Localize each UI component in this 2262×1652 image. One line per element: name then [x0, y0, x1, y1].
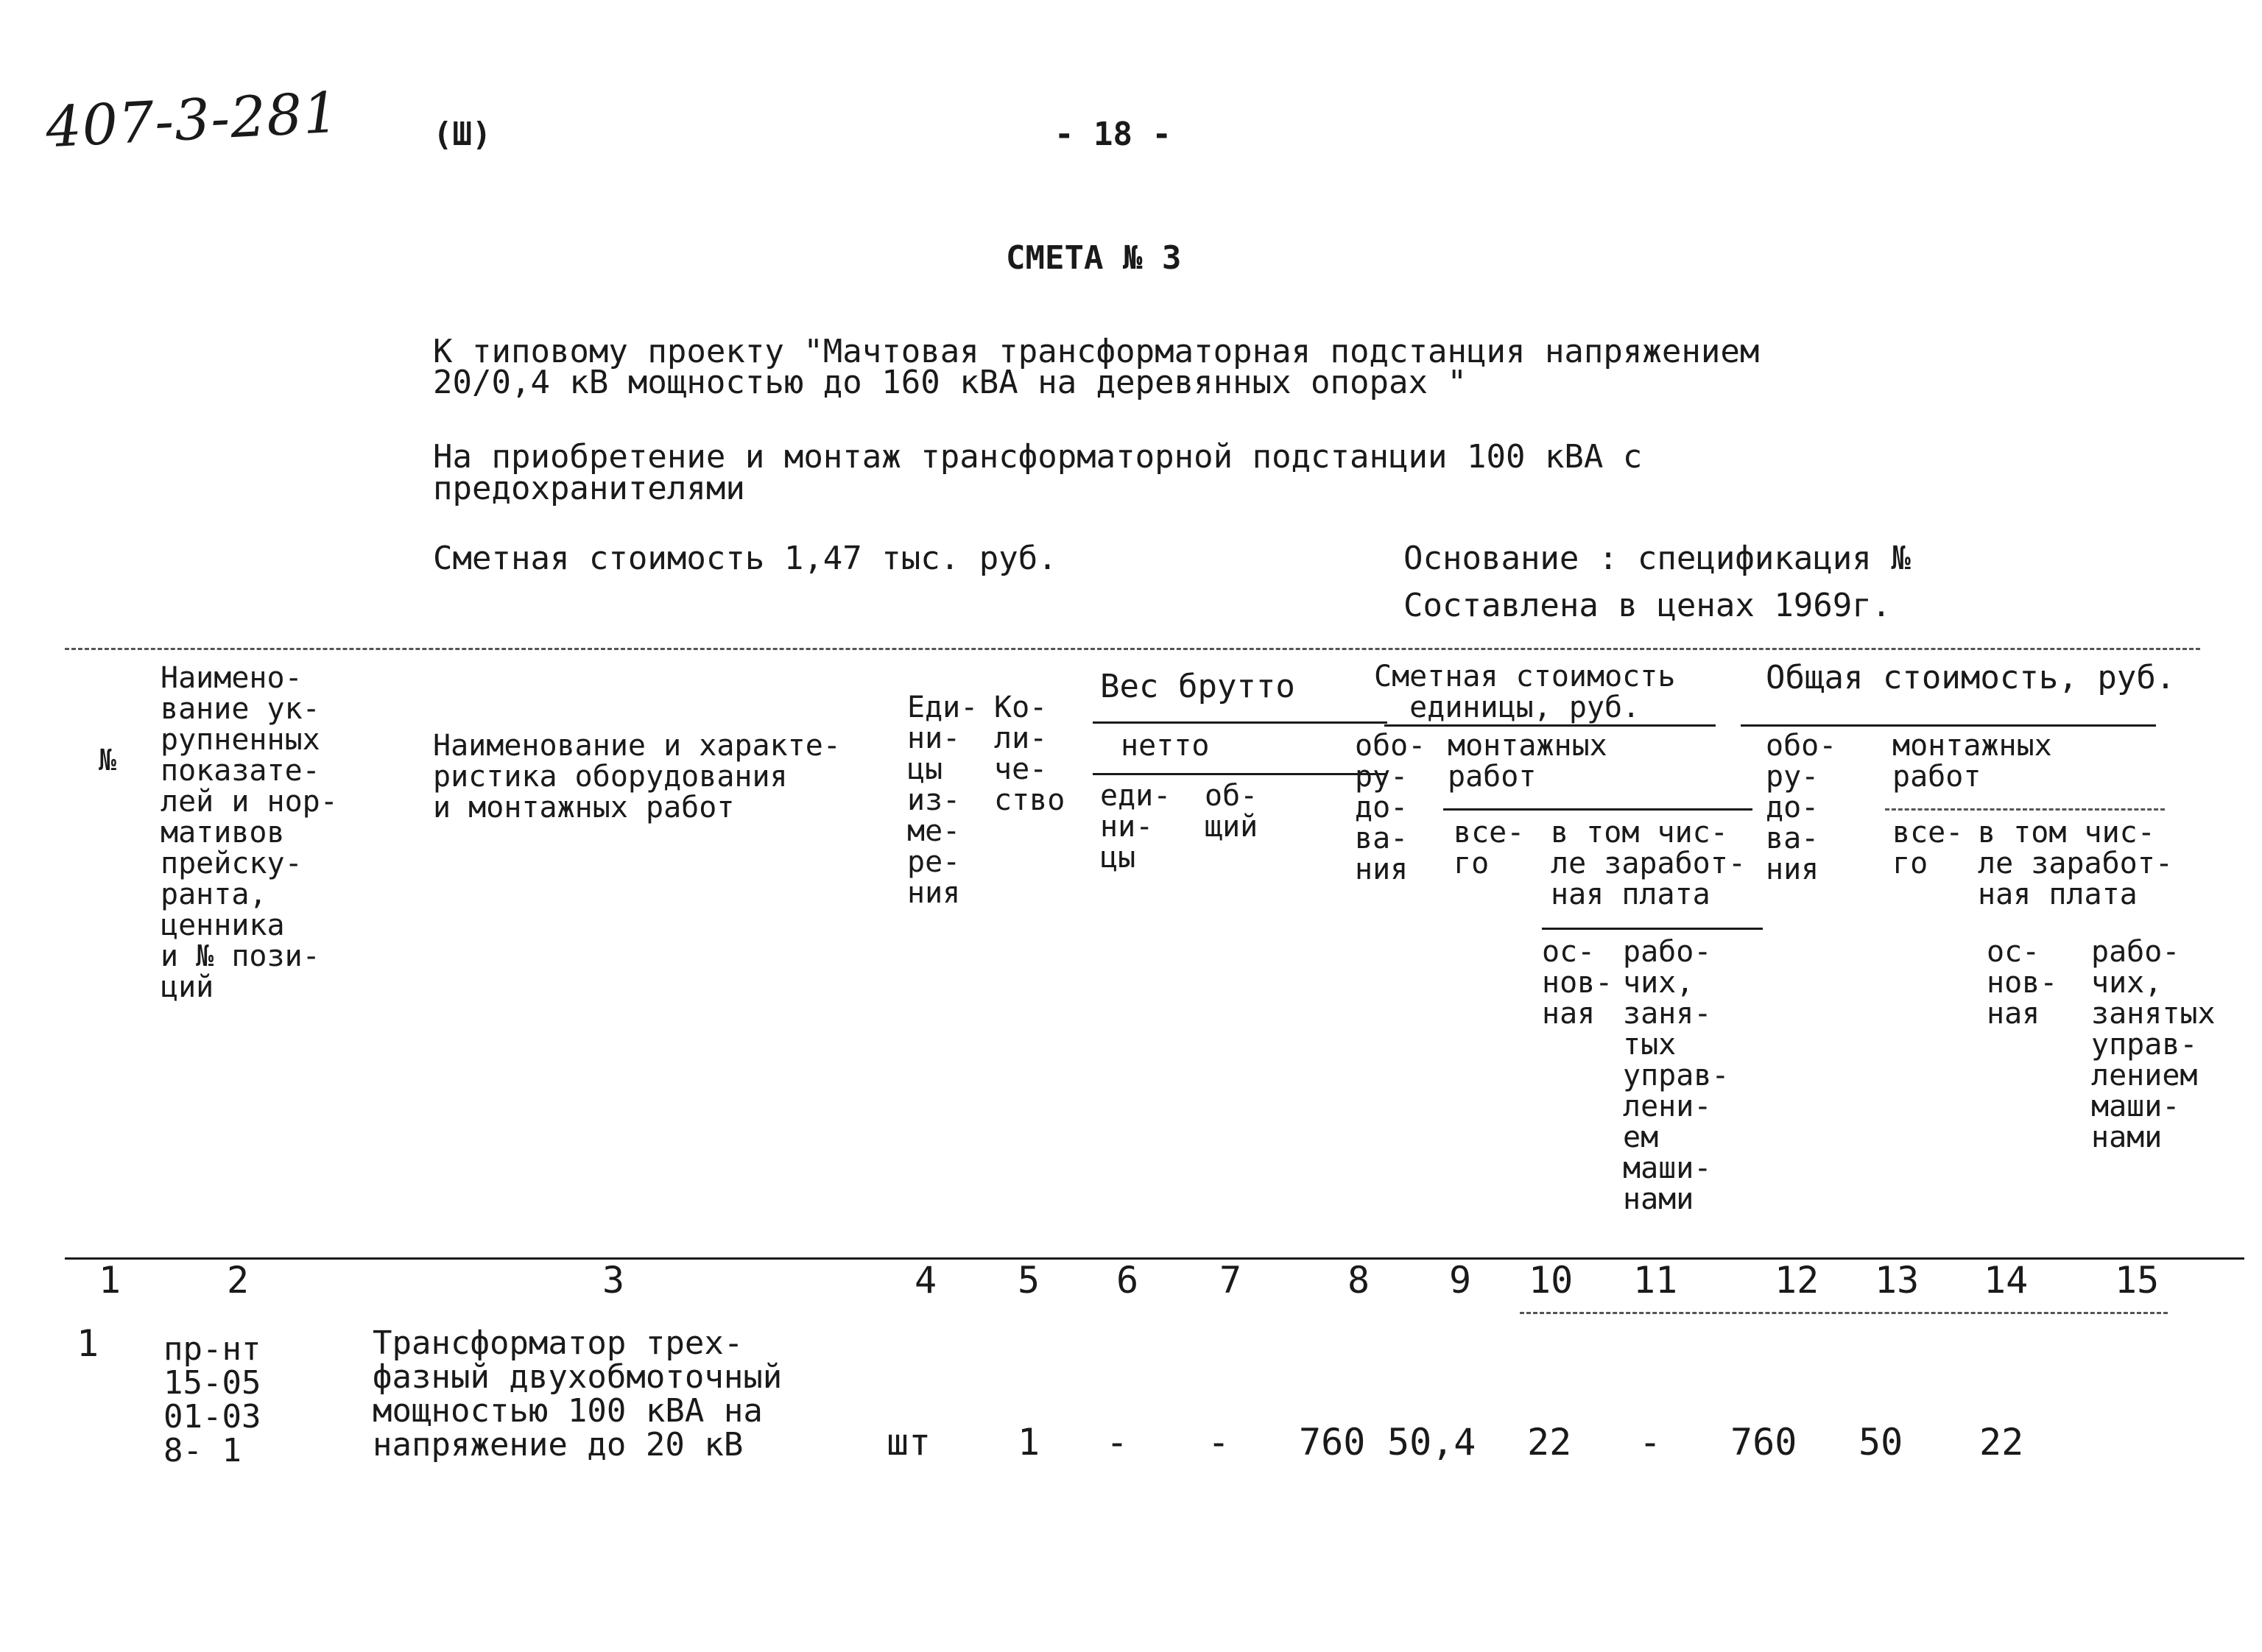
document-code: 407-3-281 — [43, 79, 341, 160]
col-number: 5 — [1018, 1259, 1040, 1302]
col-6-header: еди- ни- цы — [1100, 779, 1171, 875]
col-number: 13 — [1875, 1259, 1920, 1302]
col-number: 10 — [1529, 1259, 1574, 1302]
project-line-2: 20/0,4 кВ мощностью до 160 кВА на деревянных опорах " — [433, 364, 1467, 401]
document-title: СМЕТА № 3 — [1006, 239, 1182, 277]
price-basis: Составлена в ценах 1969г. — [1403, 587, 1892, 624]
col-4-header: Еди- ни- цы из- ме- ре- ния — [907, 691, 979, 910]
col-no-header: № — [99, 744, 117, 777]
col-15-header: рабо- чих, занятых управ- лением маши- нами — [2091, 935, 2216, 1154]
row-mont-total: 50,4 — [1387, 1421, 1476, 1464]
col-number: 4 — [915, 1259, 937, 1302]
total-cost-header: Общая стоимость, руб. — [1766, 659, 2176, 696]
unit-mont-rule — [1443, 808, 1752, 811]
unit-mont-header: монтажных работ — [1448, 729, 1607, 794]
col-9-header: все- го — [1454, 816, 1525, 880]
row-weight-unit: - — [1106, 1421, 1129, 1464]
col-number: 9 — [1449, 1259, 1472, 1302]
table-top-rule — [65, 648, 2200, 650]
row-qty: 1 — [1018, 1421, 1040, 1464]
col-number: 11 — [1633, 1259, 1678, 1302]
col-13-header: все- го — [1892, 816, 1964, 880]
col-10-header: ос- нов- ная — [1542, 935, 1613, 1031]
row-equipment-cost: 760 — [1299, 1421, 1366, 1464]
col-number: 2 — [227, 1259, 250, 1302]
section-mark: (Ш) — [433, 116, 492, 153]
weight-rule — [1093, 721, 1387, 724]
col-number: 6 — [1116, 1259, 1139, 1302]
col-14-header: ос- нов- ная — [1987, 935, 2058, 1031]
estimate-cost: Сметная стоимость 1,47 тыс. руб. — [433, 540, 1057, 577]
row-unit: шт — [887, 1421, 931, 1464]
purpose-line-1: На приобретение и монтаж трансформаторной подстанции 100 кВА с — [433, 438, 1643, 476]
page-number: - 18 - — [1054, 116, 1171, 153]
purpose-line-2: предохранителями — [433, 470, 745, 507]
col-number: 1 — [99, 1259, 121, 1302]
row-wage-base: 22 — [1527, 1421, 1572, 1464]
row-total-wage: 22 — [1979, 1421, 2024, 1464]
col-7-header: об- щий — [1205, 779, 1258, 844]
total-mont-rule — [1885, 808, 2165, 811]
row-total-mont: 50 — [1858, 1421, 1903, 1464]
colnum-bottom-rule — [1520, 1312, 2168, 1314]
weight-net-rule — [1093, 773, 1387, 775]
unit-cost-rule — [1384, 724, 1716, 727]
row-wage-machine: - — [1639, 1421, 1662, 1464]
weight-net-header: нетто — [1121, 729, 1210, 763]
col-number: 3 — [602, 1259, 625, 1302]
col-number: 8 — [1347, 1259, 1370, 1302]
basis: Основание : спецификация № — [1403, 540, 1911, 577]
col-2-header: Наимено- вание ук- рупненных показате- лей и нор- мативов прейску- ранта, ценника и № пози- ций — [161, 661, 338, 1004]
row-name: Трансформатор трех- фазный двухобмоточный мощностью 100 кВА на напряжение до 20 кВ — [373, 1324, 783, 1464]
col-8-header: обо- ру- до- ва- ния — [1355, 729, 1426, 886]
row-code: пр-нт 15-05 01-03 8- 1 — [163, 1330, 261, 1469]
col-number: 14 — [1984, 1259, 2029, 1302]
col-number: 7 — [1219, 1259, 1242, 1302]
total-mont-header: монтажных работ — [1892, 729, 2052, 794]
unit-cost-header: Сметная стоимость единицы, руб. — [1374, 660, 1676, 724]
col-5-header: Ко- ли- че- ство — [994, 691, 1065, 817]
total-cost-rule — [1741, 724, 2156, 727]
row-weight-total: - — [1208, 1421, 1230, 1464]
unit-incl-header: в том чис- ле заработ- ная плата — [1551, 816, 1746, 911]
col-number: 12 — [1775, 1259, 1819, 1302]
col-number: 15 — [2115, 1259, 2160, 1302]
project-line-1: К типовому проекту "Мачтовая трансформаторная подстанция напряжением — [433, 333, 1760, 370]
col-11-header: рабо- чих, заня- тых управ- лени- ем маши- нами — [1623, 935, 1730, 1216]
weight-header: Вес брутто — [1100, 668, 1295, 705]
total-incl-header: в том чис- ле заработ- ная плата — [1978, 816, 2173, 911]
col-3-header: Наименование и характе- ристика оборудования и монтажных работ — [433, 729, 841, 825]
unit-incl-rule — [1542, 928, 1763, 930]
col-12-header: обо- ру- до- ва- ния — [1766, 729, 1837, 886]
row-total-equipment: 760 — [1730, 1421, 1797, 1464]
row-number: 1 — [77, 1322, 99, 1365]
